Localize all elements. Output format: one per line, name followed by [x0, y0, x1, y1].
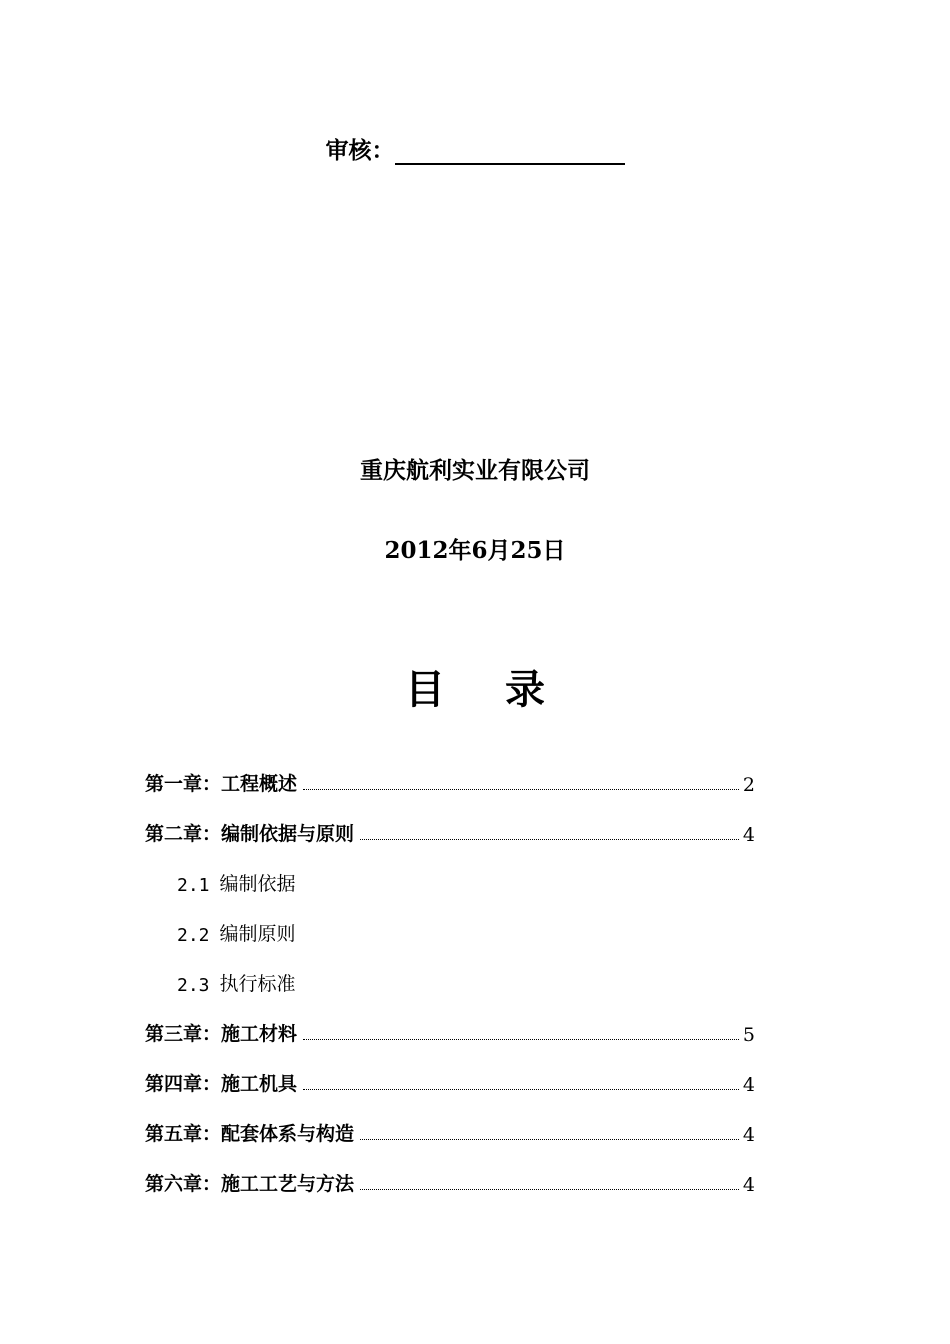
toc-entry-page: 4: [742, 1174, 755, 1196]
toc-entry-page: 4: [742, 1124, 755, 1146]
toc-title: 目录: [405, 666, 605, 713]
toc-leader-dots: [303, 1089, 739, 1090]
toc-entry-section-2-3[interactable]: [177, 960, 296, 996]
review-label: 审核：: [325, 137, 395, 164]
toc-entry-section-2-2[interactable]: [177, 910, 296, 946]
toc-entry-text: 第三章：施工材料: [145, 1023, 298, 1045]
toc-section-text: 编制依据: [219, 873, 296, 895]
toc-entry-chapter-4[interactable]: [145, 1060, 755, 1096]
toc-leader-dots: [360, 839, 739, 840]
toc-leader-dots: [303, 789, 739, 790]
toc-entry-text: 第六章：施工工艺与方法: [145, 1173, 355, 1195]
review-signature-line: [0, 132, 950, 172]
toc-section-number: 2.1: [177, 875, 210, 896]
toc-leader-dots: [360, 1189, 739, 1190]
toc-section-text: 执行标准: [219, 973, 296, 995]
toc-entry-page: 5: [742, 1024, 755, 1046]
toc-entry-section-2-1[interactable]: [177, 860, 296, 896]
toc-section-text: 编制原则: [219, 923, 296, 945]
toc-section-number: 2.3: [177, 975, 210, 996]
toc-leader-dots: [303, 1039, 739, 1040]
toc-entry-text: 第一章：工程概述: [145, 773, 298, 795]
toc-leader-dots: [360, 1139, 739, 1140]
toc-entry-text: 第四章：施工机具: [145, 1073, 298, 1095]
toc-section-number: 2.2: [177, 925, 210, 946]
toc-entry-text: 第五章：配套体系与构造: [145, 1123, 355, 1145]
review-signature-blank: [395, 133, 625, 165]
toc-entry-page: 2: [742, 774, 755, 796]
toc-entry-chapter-5[interactable]: [145, 1110, 755, 1146]
toc-entry-page: 4: [742, 824, 755, 846]
company-name: 重庆航利实业有限公司: [360, 457, 590, 484]
toc-entry-chapter-3[interactable]: [145, 1010, 755, 1046]
toc-entry-chapter-1[interactable]: [145, 760, 755, 796]
toc-entry-page: 4: [742, 1074, 755, 1096]
toc-entry-text: 第二章：编制依据与原则: [145, 823, 355, 845]
toc-entry-chapter-6[interactable]: [145, 1160, 755, 1196]
document-date: 2012年6月25日: [384, 537, 566, 564]
toc-entry-chapter-2[interactable]: [145, 810, 755, 846]
